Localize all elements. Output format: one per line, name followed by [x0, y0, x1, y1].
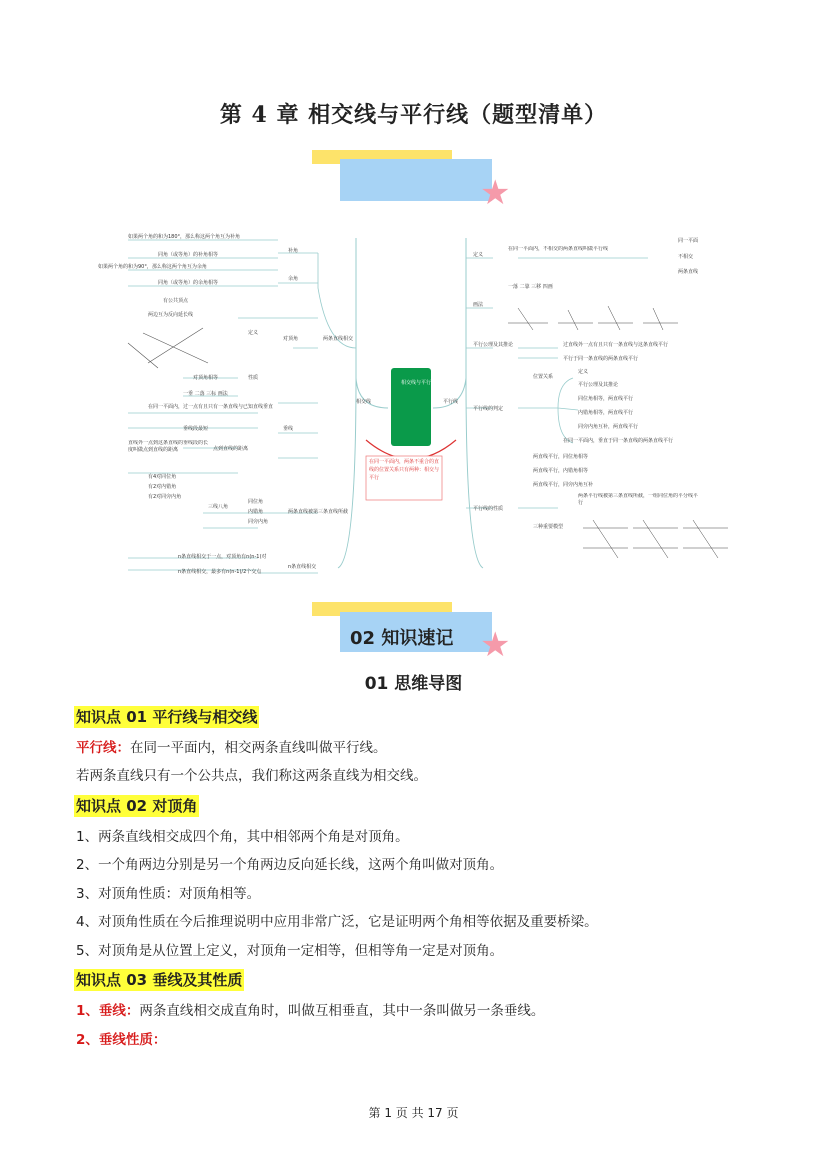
- mm-r-gongli: 平行公理及其推论: [473, 342, 514, 348]
- kp1-def-text: 在同一平面内，相交两条直线叫做平行线。: [130, 740, 387, 756]
- mm-l-neicuo: 内错角: [248, 509, 264, 515]
- section-banner-label: 02 知识速记: [350, 628, 454, 649]
- mm-r-dingyi: 定义: [473, 252, 484, 258]
- kp3-heading: 知识点 03 垂线及其性质: [76, 971, 243, 989]
- kp2-heading: 知识点 02 对顶角: [76, 797, 198, 815]
- mm-r-text-4: 一落 二靠 三移 四画: [508, 284, 553, 290]
- mm-l-liangtiao: 两条直线相交: [323, 336, 354, 342]
- mm-l-xingzhi-1: 性质: [248, 375, 259, 381]
- mm-r-sanzhong: 三种重要模型: [533, 524, 564, 530]
- kp2-item-5: 5、对顶角是从位置上定义，对顶角一定相等，但相等角一定是对顶角。: [76, 943, 504, 959]
- mm-l-chuixian: 垂线: [283, 426, 294, 432]
- mm-l-n-tiao: n条直线相交: [288, 564, 317, 570]
- mm-r-text-15: 两直线平行，内错角相等: [533, 468, 589, 474]
- kp2-item-1: 1、两条直线相交成四个角，其中相邻两个角是对顶角。: [76, 829, 409, 845]
- mm-l-text-7: 一垂 二落 三标 画法: [183, 391, 228, 397]
- page-title: 第 4 章 相交线与平行线（题型清单）: [219, 102, 608, 128]
- mm-l-text-9: 垂线段最短: [183, 426, 209, 432]
- mm-l-tongwei: 同位角: [248, 499, 264, 505]
- mm-l-text-10: 直线外一点到这条直线的垂线段的长度叫做点到直线的距离: [128, 440, 208, 453]
- page-footer: 第 1 页 共 17 页: [368, 1106, 459, 1120]
- mm-r-text-5: 过直线外一点有且只有一条直线与这条直线平行: [563, 342, 669, 348]
- kp3-item-2: [76, 1030, 166, 1050]
- mm-r-text-7: 位置关系: [533, 374, 554, 380]
- mm-r-text-17: 两条平行线被第三条直线所截，一组同位角的平分线平行: [578, 493, 698, 506]
- mm-r-text-14: 两直线平行，同位角相等: [533, 454, 589, 460]
- mm-right-branch: 平行线: [443, 399, 459, 405]
- mm-l-duidingjiao: 对顶角: [283, 336, 299, 342]
- mm-l-text-11: 有4对同位角: [148, 474, 177, 480]
- mm-l-yujiao: 余角: [288, 276, 299, 282]
- mm-l-text-14: n条直线相交于一点，对顶角有n(n-1)对: [178, 554, 267, 560]
- kp3-item1-label: 1、垂线：: [76, 1003, 140, 1019]
- mm-left-branch: 相交线: [356, 399, 372, 405]
- mm-l-text-1: 同角（或等角）的补角相等: [158, 252, 219, 258]
- kp1-line2: 若两条直线只有一个公共点，我们称这两条直线为相交线。: [76, 768, 427, 784]
- mm-l-text-6: 对顶角相等: [193, 375, 219, 381]
- mm-l-text-15: n条直线相交，最多有n(n-1)/2个交点: [178, 569, 262, 575]
- mm-r-text-8: 定义: [578, 369, 589, 375]
- mm-l-text-0: 如果两个角的和为180°，那么称这两个角互为补角: [128, 234, 241, 240]
- mm-r-huafa: 画法: [473, 302, 484, 308]
- mm-l-text-5: 两边互为反向延长线: [148, 312, 194, 318]
- mm-l-text-12: 有2对内错角: [148, 484, 177, 490]
- kp1-definition: [76, 738, 387, 758]
- mm-center: 相交线与平行线: [401, 380, 437, 386]
- mm-l-liangtiao-beijie: 两条直线被第三条直线所截: [288, 509, 349, 515]
- kp2-item-4: 4、对顶角性质在今后推理说明中应用非常广泛，它是证明两个角相等依据及重要桥梁。: [76, 914, 598, 930]
- mm-r-text-2: 不相交: [678, 254, 694, 260]
- mm-l-tongpang: 同旁内角: [248, 519, 269, 525]
- kp3-item2-label: 2、垂线性质：: [76, 1032, 167, 1048]
- kp3-item-1: [76, 1001, 544, 1021]
- mm-r-text-12: 同旁内角互补，两直线平行: [578, 424, 639, 430]
- star-icon: ★: [480, 173, 511, 213]
- mm-r-text-6: 平行于同一条直线的两条直线平行: [563, 356, 639, 362]
- kp1-heading: 知识点 01 平行线与相交线: [76, 708, 258, 726]
- mind-map: [88, 228, 740, 576]
- mm-r-text-3: 两条直线: [678, 269, 699, 275]
- mm-l-bujiao: 补角: [288, 248, 299, 254]
- kp3-item1-text: 两条直线相交成直角时，叫做互相垂直，其中一条叫做另一条垂线。: [139, 1003, 545, 1019]
- mm-l-text-8: 在同一平面内，过一点有且只有一条直线与已知直线垂直: [148, 404, 274, 410]
- section-subtitle: 01 思维导图: [364, 674, 463, 694]
- mm-l-sanxian: 三线八角: [208, 504, 229, 510]
- title-banner: [312, 150, 512, 213]
- kp2-item-3: 3、对顶角性质：对顶角相等。: [76, 886, 261, 902]
- mm-r-text-16: 两直线平行，同旁内角互补: [533, 482, 594, 488]
- mm-r-text-9: 平行公理及其推论: [578, 382, 619, 388]
- mm-r-text-10: 同位角相等，两直线平行: [578, 396, 634, 402]
- mm-r-panding: 平行线的判定: [473, 406, 504, 412]
- mm-l-text-3: 同角（或等角）的余角相等: [158, 280, 219, 286]
- mm-r-text-11: 内错角相等，两直线平行: [578, 410, 634, 416]
- section-banner: [312, 602, 512, 665]
- mm-r-xingzhi: 平行线的性质: [473, 506, 504, 512]
- mm-l-text-13: 有2对同旁内角: [148, 494, 182, 500]
- mm-r-text-1: 同一平面: [678, 238, 699, 244]
- mm-l-dianju: 点到直线的距离: [213, 446, 249, 452]
- star-icon: ★: [480, 625, 511, 665]
- kp1-def-label: 平行线：: [76, 740, 130, 756]
- mm-center-note: 在同一平面内，两条不重合的直线的位置关系只有两种：相交与平行: [369, 459, 440, 481]
- mm-l-text-2: 如果两个角的和为90°，那么称这两个角互为余角: [98, 264, 207, 270]
- mm-r-text-0: 在同一平面内，不相交的两条直线叫做平行线: [508, 246, 609, 252]
- kp2-item-2: 2、一个角两边分别是另一个角两边反向延长线，这两个角叫做对顶角。: [76, 857, 504, 873]
- mm-l-text-4: 有公共顶点: [163, 298, 189, 304]
- mm-l-dingyi: 定义: [248, 330, 259, 336]
- mm-r-text-13: 在同一平面内，垂直于同一条直线的两条直线平行: [563, 438, 674, 444]
